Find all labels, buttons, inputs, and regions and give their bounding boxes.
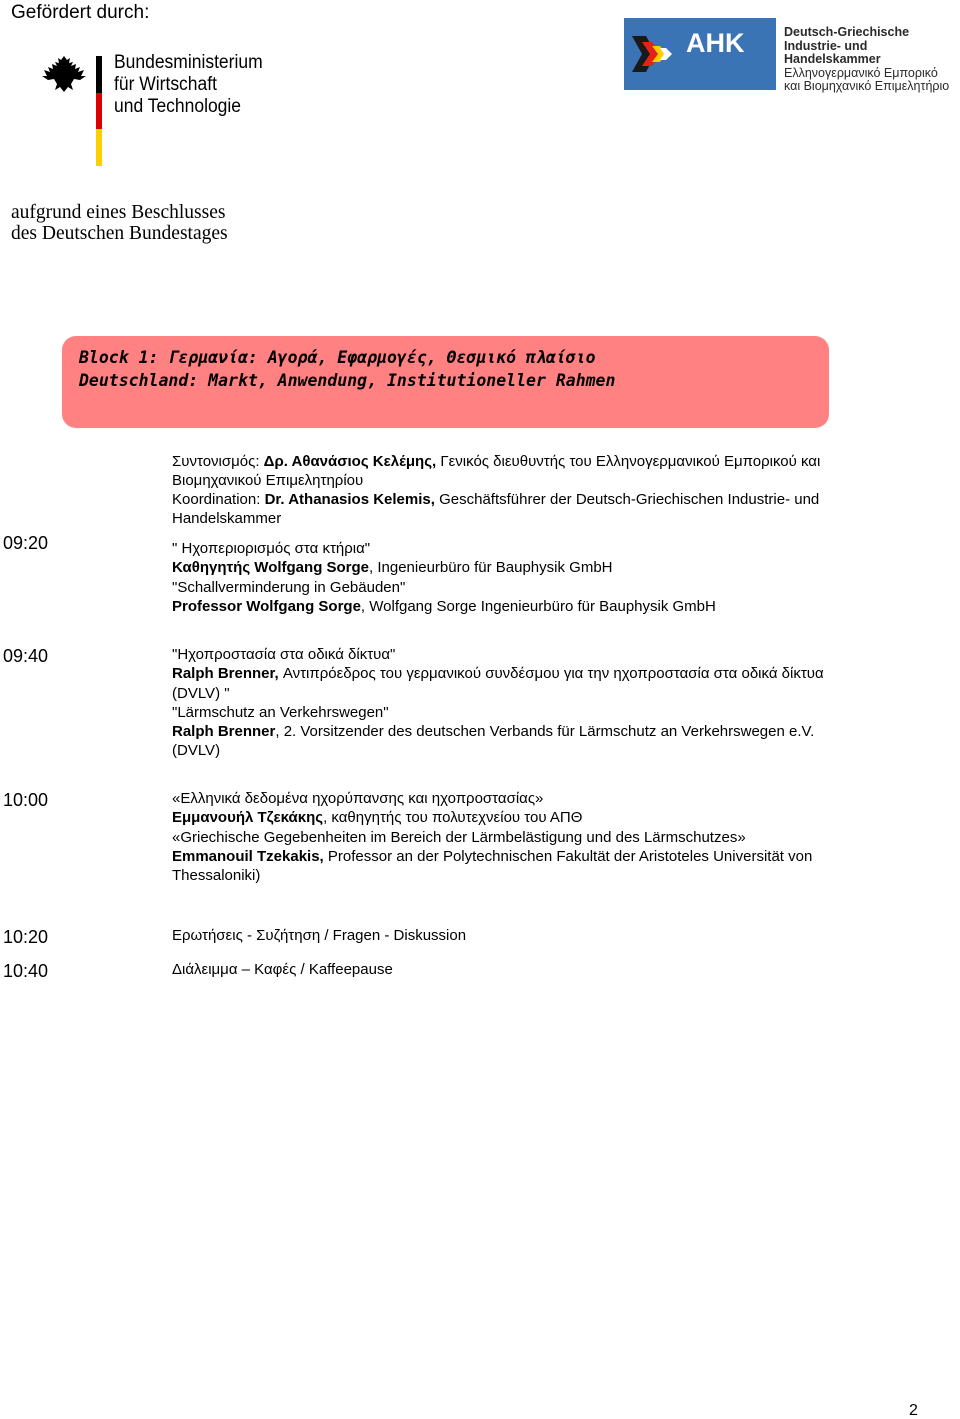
topic-greek: "Ηχοπροστασία στα οδικά δίκτυα" — [172, 646, 396, 663]
speaker-german — [172, 597, 932, 616]
ahk-line-4: και Βιομηχανικό Επιμελητήριο — [784, 79, 950, 93]
moderator-name-de: Dr. Athanasios Kelemis, — [264, 491, 435, 508]
funded-by-label: Gefördert durch: — [11, 2, 150, 23]
speaker-role: , 2. Vorsitzender des deutschen Verbands für Lärmschutz an Verkehrswegen e.V. — [275, 723, 815, 741]
speaker-greek — [172, 808, 932, 827]
topic-greek: " Ηχοπεριορισμός στα κτήρια" — [172, 540, 371, 557]
flag-gold — [96, 129, 102, 166]
speaker-role: Αντιπρόεδρος του γερμανικού συνδέσμου για την ηχοπροστασία στα οδικά δίκτυα — [278, 665, 824, 683]
block-title-german: Deutschland: Markt, Anwendung, Institutioneller Rahmen — [79, 371, 616, 390]
flag-black — [96, 56, 102, 93]
agenda-time: 10:40 — [3, 961, 49, 981]
speaker-role-cont: (DVLV) " — [172, 684, 230, 702]
speaker-name: Ralph Brenner — [172, 723, 276, 741]
german-flag-stripe — [96, 56, 102, 166]
speaker-german — [172, 847, 932, 866]
speaker-role: , Wolfgang Sorge Ingenieurbüro für Bauphysik GmbH — [360, 597, 716, 615]
agenda-item — [172, 539, 932, 616]
moderator-role-de-cont: Handelskammer — [172, 510, 282, 528]
agenda-item — [172, 789, 932, 885]
speaker-greek — [172, 664, 932, 683]
ahk-badge-text: AHK — [686, 28, 745, 58]
page-number: 2 — [909, 1402, 918, 1419]
moderator-role-de: Geschäftsführer der Deutsch-Griechischen Industrie- und — [434, 491, 820, 508]
topic-greek: «Ελληνικά δεδομένα ηχορύπανσης και ηχοπροστασίας» — [172, 790, 544, 807]
block-banner — [62, 336, 829, 428]
federal-eagle-icon — [40, 54, 88, 94]
topic-german: «Griechische Gegebenheiten im Bereich der Lärmbelästigung und des Lärmschutzes» — [172, 828, 746, 846]
moderation-german — [172, 490, 932, 529]
agenda-time: 10:20 — [3, 927, 49, 947]
speaker-name: Ralph Brenner, — [172, 665, 279, 683]
ahk-line-2: Industrie- und Handelskammer — [784, 38, 881, 66]
agenda-break: Διάλειμμα – Καφές / Kaffeepause — [172, 961, 393, 978]
agenda-time: 09:40 — [3, 646, 49, 666]
flag-red — [96, 93, 102, 130]
speaker-role: , καθηγητής του πολυτεχνείου του ΑΠΘ — [323, 809, 583, 827]
moderator-role-gr: Γενικός διευθυντής του Ελληνογερμανικού Εμπορικού και — [436, 453, 821, 470]
moderator-role-gr-cont: Βιομηχανικού Επιμελητηρίου — [172, 472, 364, 490]
ahk-logo — [624, 18, 960, 96]
speaker-german — [172, 722, 932, 741]
moderator-name-gr: Δρ. Αθανάσιος Κελέμης, — [263, 453, 437, 470]
ahk-name — [784, 26, 960, 94]
topic-german: "Lärmschutz an Verkehrswegen" — [172, 703, 389, 721]
ahk-line-3: Ελληνογερμανικό Εμπορικό — [784, 65, 938, 80]
speaker-name: Καθηγητής Wolfgang Sorge — [172, 559, 370, 577]
block-title-greek: Block 1: Γερμανία: Αγορά, Εφαρμογές, Θεσμικό πλαίσιο — [79, 348, 596, 367]
speaker-role: , Ingenieurbüro für Bauphysik GmbH — [369, 559, 613, 577]
speaker-greek — [172, 558, 932, 577]
bundestag-resolution: aufgrund eines Beschlusses des Deutschen Bundestages — [11, 202, 228, 244]
agenda-time: 09:20 — [3, 533, 49, 553]
speaker-role-cont: (DVLV) — [172, 742, 221, 760]
agenda-discussion: Ερωτήσεις - Συζήτηση / Fragen - Diskussion — [172, 927, 467, 944]
speaker-role: Professor an der Polytechnischen Fakultät der Aristoteles Universität von — [323, 847, 813, 865]
ministry-name: Bundesministerium für Wirtschaft und Technologie — [114, 52, 263, 117]
speaker-name: Emmanouil Tzekakis, — [172, 847, 324, 865]
ahk-chevron-icon — [632, 36, 672, 72]
moderation-label-gr: Συντονισμός: — [172, 453, 264, 470]
moderation-label-de: Koordination: — [172, 491, 265, 508]
moderation-greek — [172, 452, 932, 491]
speaker-name: Εμμανουήλ Τζεκάκης — [172, 809, 324, 827]
speaker-name: Professor Wolfgang Sorge — [172, 597, 361, 615]
ahk-line-1: Deutsch-Griechische — [784, 25, 910, 39]
topic-german: "Schallverminderung in Gebäuden" — [172, 578, 406, 596]
agenda-time: 10:00 — [3, 790, 49, 810]
speaker-role-cont: Thessaloniki) — [172, 867, 261, 885]
ahk-badge — [624, 18, 776, 90]
ministry-logo — [40, 52, 300, 170]
agenda-item — [172, 645, 932, 761]
